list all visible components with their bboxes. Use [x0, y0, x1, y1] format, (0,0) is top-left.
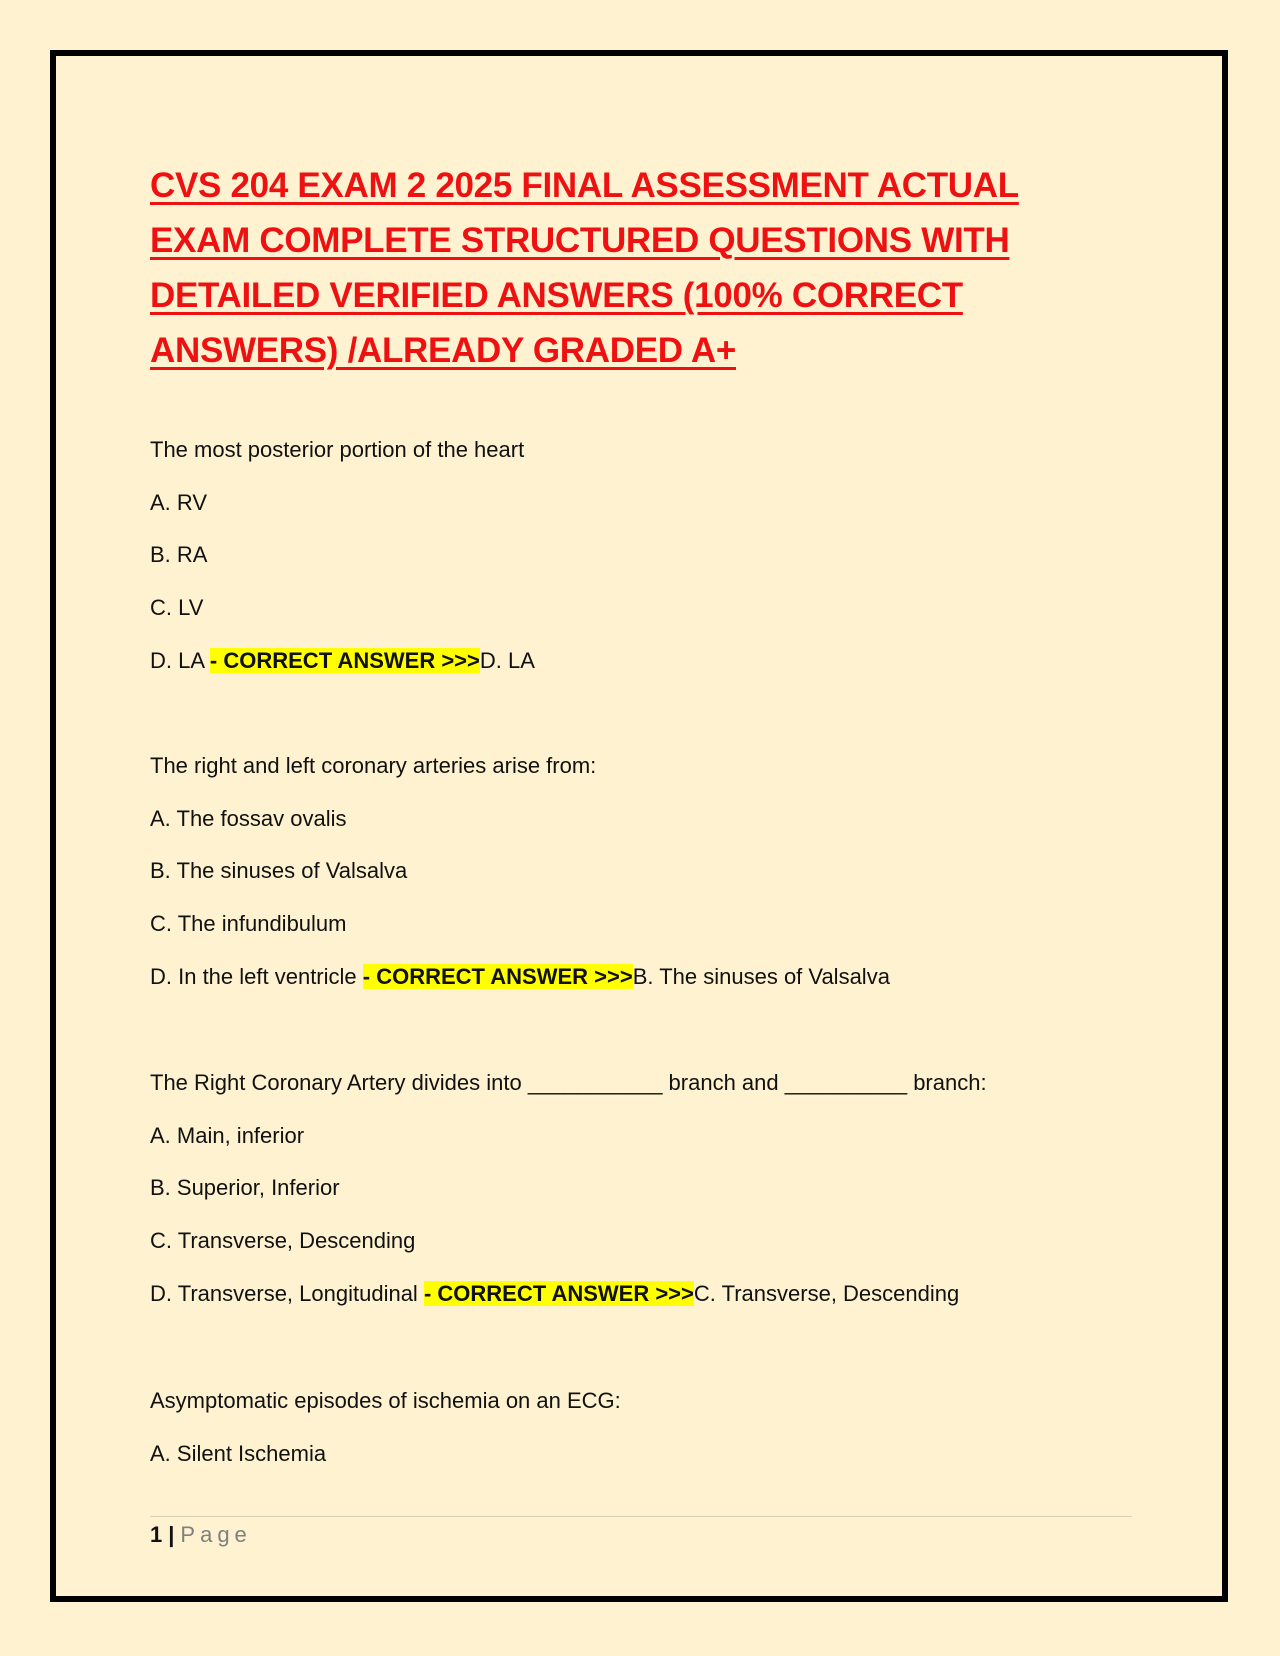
- answer-option: B. The sinuses of Valsalva: [150, 858, 408, 884]
- correct-answer-marker: - CORRECT ANSWER >>>: [423, 1280, 694, 1306]
- page-label: Page: [180, 1522, 252, 1547]
- title-line: CVS 204 EXAM 2 2025 FINAL ASSESSMENT ACTUAL: [150, 166, 1019, 205]
- answer-option: B. RA: [150, 542, 208, 568]
- title-line: DETAILED VERIFIED ANSWERS (100% CORRECT: [150, 276, 963, 315]
- document-title: [150, 158, 1060, 378]
- answer-option-with-key: [150, 951, 1150, 1004]
- answer-option: C. LV: [150, 595, 204, 621]
- title-line: EXAM COMPLETE STRUCTURED QUESTIONS WITH: [150, 221, 1010, 260]
- answer-option: B. Superior, Inferior: [150, 1175, 340, 1201]
- question-block: [150, 1057, 1150, 1320]
- question-prompt: Asymptomatic episodes of ischemia on an ECG:: [150, 1388, 621, 1413]
- correct-answer-marker: - CORRECT ANSWER >>>: [209, 647, 480, 673]
- footer-separator: |: [168, 1522, 175, 1547]
- answer-option: C. Transverse, Descending: [150, 1228, 416, 1254]
- footer-divider: [150, 1516, 1132, 1517]
- question-block: [150, 1375, 1150, 1480]
- answer-option-with-key: [150, 635, 1150, 688]
- correct-answer-text: D. LA: [479, 647, 535, 673]
- question-prompt: The right and left coronary arteries arise from:: [150, 753, 597, 778]
- question-prompt: The Right Coronary Artery divides into ___________ branch and __________ branch:: [150, 1070, 987, 1095]
- answer-option: A. Main, inferior: [150, 1122, 305, 1148]
- answer-option: A. The fossav ovalis: [150, 805, 347, 831]
- question-prompt: The most posterior portion of the heart: [150, 437, 525, 462]
- answer-option: A. Silent Ischemia: [150, 1440, 327, 1466]
- question-block: [150, 740, 1150, 1003]
- correct-answer-text: B. The sinuses of Valsalva: [632, 963, 890, 989]
- page-number: 1: [150, 1522, 163, 1547]
- correct-answer-marker: - CORRECT ANSWER >>>: [362, 963, 633, 989]
- title-line: ANSWERS) /ALREADY GRADED A+: [150, 331, 736, 370]
- answer-option: C. The infundibulum: [150, 911, 347, 937]
- answer-option-text: D. In the left ventricle: [150, 963, 363, 989]
- page-footer: [150, 1520, 252, 1550]
- question-block: [150, 424, 1150, 687]
- correct-answer-text: C. Transverse, Descending: [693, 1280, 960, 1306]
- answer-option-text: D. LA: [150, 647, 210, 673]
- answer-option: A. RV: [150, 489, 208, 515]
- answer-option-text: D. Transverse, Longitudinal: [150, 1280, 424, 1306]
- answer-option-with-key: [150, 1268, 1150, 1321]
